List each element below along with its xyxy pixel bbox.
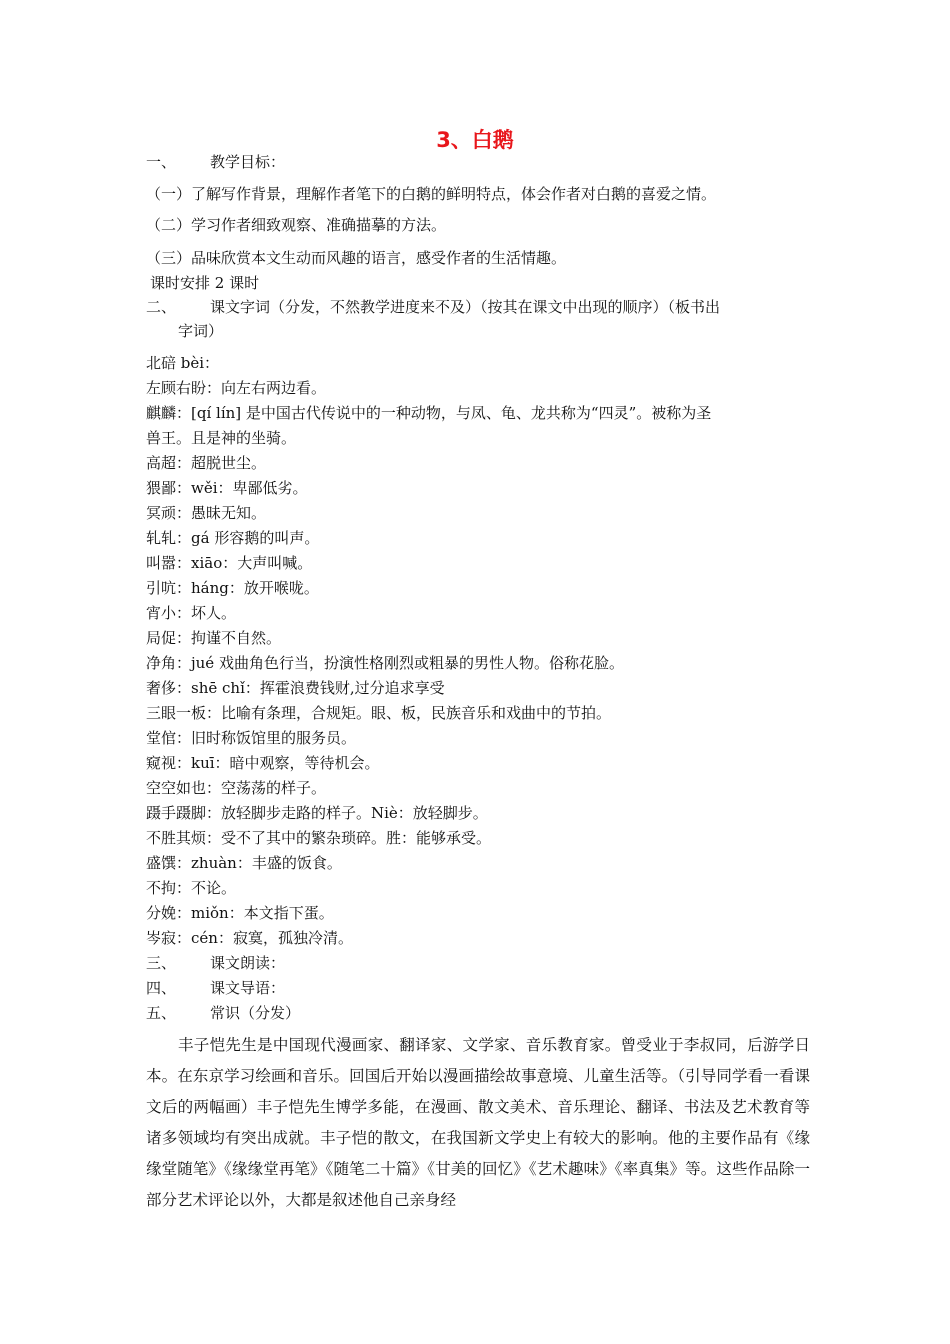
vocab-entry: 奢侈：shē chǐ：挥霍浪费钱财,过分追求享受 — [146, 679, 445, 697]
vocab-entry: 空空如也：空荡荡的样子。 — [146, 779, 327, 797]
vocab-entry: 猥鄙：wěi：卑鄙低劣。 — [146, 479, 308, 497]
vocab-entry: 轧轧：gá 形容鹅的叫声。 — [146, 529, 320, 547]
vocab-entry: 盛馔：zhuàn：丰盛的饭食。 — [146, 854, 342, 872]
section-number: 一、 — [146, 153, 177, 171]
vocab-entry: 窥视：kuī：暗中观察，等待机会。 — [146, 754, 380, 772]
section-label-continued: 字词） — [178, 322, 224, 340]
section-number: 三、 — [146, 954, 177, 972]
section-number: 二、 — [146, 298, 177, 316]
vocab-entry: 左顾右盼：向左右两边看。 — [146, 379, 327, 397]
section-heading-2 — [146, 297, 720, 317]
page-title: 3、白鹅 — [436, 128, 514, 152]
vocab-entry: 蹑手蹑脚：放轻脚步走路的样子。Niè：放轻脚步。 — [146, 804, 488, 822]
vocab-entry: 岑寂：cén：寂寞，孤独冷清。 — [146, 929, 353, 947]
vocab-entry: 麒麟：[qí lín] 是中国古代传说中的一种动物，与凤、龟、龙共称为“四灵”。被称为圣 — [146, 404, 712, 422]
vocab-entry: 堂倌：旧时称饭馆里的服务员。 — [146, 729, 357, 747]
section-heading-4 — [146, 978, 285, 998]
section-heading-3 — [146, 953, 285, 973]
vocab-entry: 净角：jué 戏曲角色行当，扮演性格刚烈或粗暴的男性人物。俗称花脸。 — [146, 654, 624, 672]
vocab-entry: 北碚 bèi： — [146, 354, 220, 372]
section-label: 课文字词（分发，不然教学进度来不及）（按其在课文中出现的顺序）（板书出 — [210, 298, 721, 316]
section-label: 教学目标： — [210, 153, 286, 171]
vocab-entry: 宵小：坏人。 — [146, 604, 237, 622]
objective-item: （三）品味欣赏本文生动而风趣的语言，感受作者的生活情趣。 — [146, 249, 567, 267]
objective-item: （一）了解写作背景，理解作者笔下的白鹅的鲜明特点，体会作者对白鹅的喜爱之情。 — [146, 185, 717, 203]
vocab-entry: 兽王。且是神的坐骑。 — [146, 429, 297, 447]
section-label: 常识（分发） — [210, 1004, 301, 1022]
section-heading-1 — [146, 152, 285, 172]
vocab-entry: 分娩：miǒn：本文指下蛋。 — [146, 904, 334, 922]
vocab-entry: 高超：超脱世尘。 — [146, 454, 267, 472]
vocab-entry: 局促：拘谨不自然。 — [146, 629, 282, 647]
vocab-entry: 叫嚣：xiāo：大声叫喊。 — [146, 554, 313, 572]
vocab-entry: 不拘：不论。 — [146, 879, 237, 897]
vocab-entry: 冥顽：愚昧无知。 — [146, 504, 267, 522]
vocab-entry: 引吭：háng：放开喉咙。 — [146, 579, 319, 597]
section-label: 课文朗读： — [210, 954, 286, 972]
vocab-entry: 不胜其烦：受不了其中的繁杂琐碎。胜：能够承受。 — [146, 829, 492, 847]
section-heading-5 — [146, 1003, 300, 1023]
section-number: 四、 — [146, 979, 177, 997]
body-paragraph: 丰子恺先生是中国现代漫画家、翻译家、文学家、音乐教育家。曾受业于李叔同，后游学日本。在东京学习绘画和音乐。回国后开始以漫画描绘故事意境、儿童生活等。（引导同学看一看课文后的两幅画）丰子恺先生博学多能，在漫画、散文美术、音乐理论、翻译、书法及艺术教育等诸多领域均有突出成就。丰子恺的散文，在我国新文学史上有较大的影响。他的主要作品有《缘缘堂随笔》《缘缘堂再笔》《随笔二十篇》《甘美的回忆》《艺术趣味》《率真集》等。这些作品除一部分艺术评论以外，大都是叙述他自己亲身经 — [146, 1036, 810, 1209]
objective-item: （二）学习作者细致观察、准确描摹的方法。 — [146, 216, 447, 234]
vocab-entry: 三眼一板：比喻有条理，合规矩。眼、板，民族音乐和戏曲中的节拍。 — [146, 704, 612, 722]
schedule-note: 课时安排 2 课时 — [150, 274, 260, 292]
section-number: 五、 — [146, 1004, 177, 1022]
section-label: 课文导语： — [210, 979, 286, 997]
